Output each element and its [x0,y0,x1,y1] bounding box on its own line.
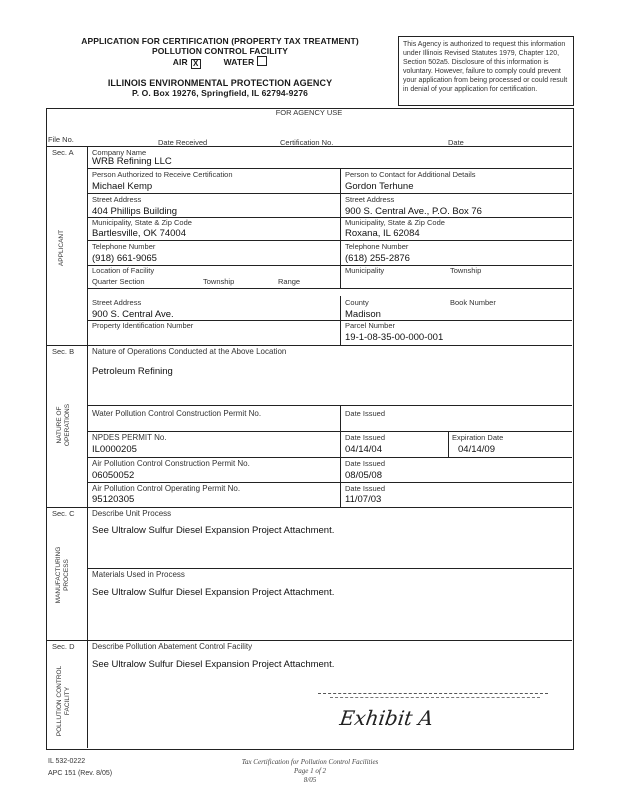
air-const-value[interactable]: 06050052 [92,470,135,481]
phone2-value[interactable]: (618) 255-2876 [345,253,410,264]
phone1-label: Telephone Number [92,242,156,251]
street2-label: Street Address [345,195,395,204]
sec-b-tag: Sec. B [52,347,75,356]
redaction-line [318,693,548,694]
location-label: Location of Facility [92,266,155,275]
npdes-date-value[interactable]: 04/14/04 [345,444,382,455]
expiration-label: Expiration Date [452,433,504,442]
sec-a-tag: Sec. A [52,148,74,157]
muni2-label: Municipality, State & Zip Code [345,218,445,227]
nature-value[interactable]: Petroleum Refining [92,366,173,377]
exhibit-stamp: Exhibit A [338,706,435,730]
sec-d-side-label: POLLUTION CONTROL FACILITY [56,665,71,737]
street1-value[interactable]: 404 Phillips Building [92,206,178,217]
muni2-value[interactable]: Roxana, IL 62084 [345,228,420,239]
air-op-value[interactable]: 95120305 [92,494,135,505]
water-permit-label: Water Pollution Control Construction Permit No. [92,409,262,418]
npdes-value[interactable]: IL0000205 [92,444,137,455]
parcel-label: Parcel Number [345,321,396,330]
form-subtitle: POLLUTION CONTROL FACILITY [151,46,289,56]
street3-label: Street Address [92,298,142,307]
range-label: Range [278,277,301,286]
water-checkbox[interactable] [257,56,267,66]
file-no-label: File No. [48,135,74,144]
county-value[interactable]: Madison [345,309,381,320]
township-label: Township [203,277,235,286]
street3-value[interactable]: 900 S. Central Ave. [92,309,174,320]
municipality-label: Municipality [345,266,385,275]
muni1-label: Municipality, State & Zip Code [92,218,192,227]
npdes-date-label: Date Issued [345,433,386,442]
pin-label: Property Identification Number [92,321,194,330]
abatement-label: Describe Pollution Abatement Control Facility [92,642,253,651]
person-contact-value[interactable]: Gordon Terhune [345,181,414,192]
date-label: Date [448,138,464,147]
air-const-date-value[interactable]: 08/05/08 [345,470,382,481]
notice-box [398,36,574,106]
form-revision: APC 151 (Rev. 8/05) [48,770,113,777]
unit-process-label: Describe Unit Process [92,509,172,518]
air-label: AIR [172,57,188,67]
air-const-date-label: Date Issued [345,459,386,468]
footer-title: Tax Certification for Pollution Control Facilities [241,758,379,766]
cert-no-label: Certification No. [280,138,334,147]
air-op-date-label: Date Issued [345,484,386,493]
parcel-value[interactable]: 19-1-08-35-00-000-001 [345,332,444,343]
person-contact-label: Person to Contact for Additional Details [345,170,476,179]
materials-value[interactable]: See Ultralow Sulfur Diesel Expansion Project Attachment. [92,587,335,598]
sec-d-tag: Sec. D [52,642,75,651]
materials-label: Materials Used in Process [92,570,185,579]
air-op-date-value[interactable]: 11/07/03 [345,494,382,505]
agency-use-title: FOR AGENCY USE [275,108,343,117]
muni1-value[interactable]: Bartlesville, OK 74004 [92,228,186,239]
agency-address: P. O. Box 19276, Springfield, IL 62794-9276 [132,88,308,98]
county-label: County [345,298,369,307]
book-number-label: Book Number [450,298,496,307]
company-label: Company Name [92,148,147,157]
unit-process-value[interactable]: See Ultralow Sulfur Diesel Expansion Project Attachment. [92,525,335,536]
street1-label: Street Address [92,195,142,204]
nature-label: Nature of Operations Conducted at the Above Location [92,347,287,356]
air-op-label: Air Pollution Control Operating Permit No. [92,484,241,493]
abatement-value[interactable]: See Ultralow Sulfur Diesel Expansion Project Attachment. [92,659,335,670]
date-received-label: Date Received [158,138,208,147]
notice-text: This Agency is authorized to request this information under Illinois Revised Statutes 1979, Chapter 120, Section 502a5. Disclosure of this information is voluntary. However, failure to comply could prevent your application from being processed or could result in denial of your application for certification. [403,41,568,93]
footer-date: 8/05 [303,776,317,784]
water-label: WATER [223,57,255,67]
sec-c-side-label: MANUFACTURING PROCESS [55,546,70,604]
air-checkbox[interactable]: X [191,59,201,69]
phone1-value[interactable]: (918) 661-9065 [92,253,157,264]
sec-b-side-label: NATURE OF OPERATIONS [56,403,71,447]
company-value[interactable]: WRB Refining LLC [92,156,172,167]
phone2-label: Telephone Number [345,242,409,251]
quarter-section-label: Quarter Section [92,277,145,286]
form-frame [46,108,574,750]
expiration-value[interactable]: 04/14/09 [458,444,495,455]
npdes-label: NPDES PERMIT No. [92,433,167,442]
street2-value[interactable]: 900 S. Central Ave., P.O. Box 76 [345,206,482,217]
sec-a-side-label: APPLICANT [58,229,65,267]
form-number: IL 532-0222 [48,758,86,765]
person-cert-value[interactable]: Michael Kemp [92,181,153,192]
person-cert-label: Person Authorized to Receive Certification [92,170,233,179]
agency-name: ILLINOIS ENVIRONMENTAL PROTECTION AGENCY [107,78,333,88]
water-permit-date-label: Date Issued [345,409,386,418]
township2-label: Township [450,266,482,275]
air-const-label: Air Pollution Control Construction Permit No. [92,459,250,468]
sec-c-tag: Sec. C [52,509,75,518]
form-title: APPLICATION FOR CERTIFICATION (PROPERTY TAX TREATMENT) [81,36,359,46]
air-water-options [150,56,290,69]
redaction-line-2 [330,697,540,698]
page-number: Page 1 of 2 [293,767,327,775]
